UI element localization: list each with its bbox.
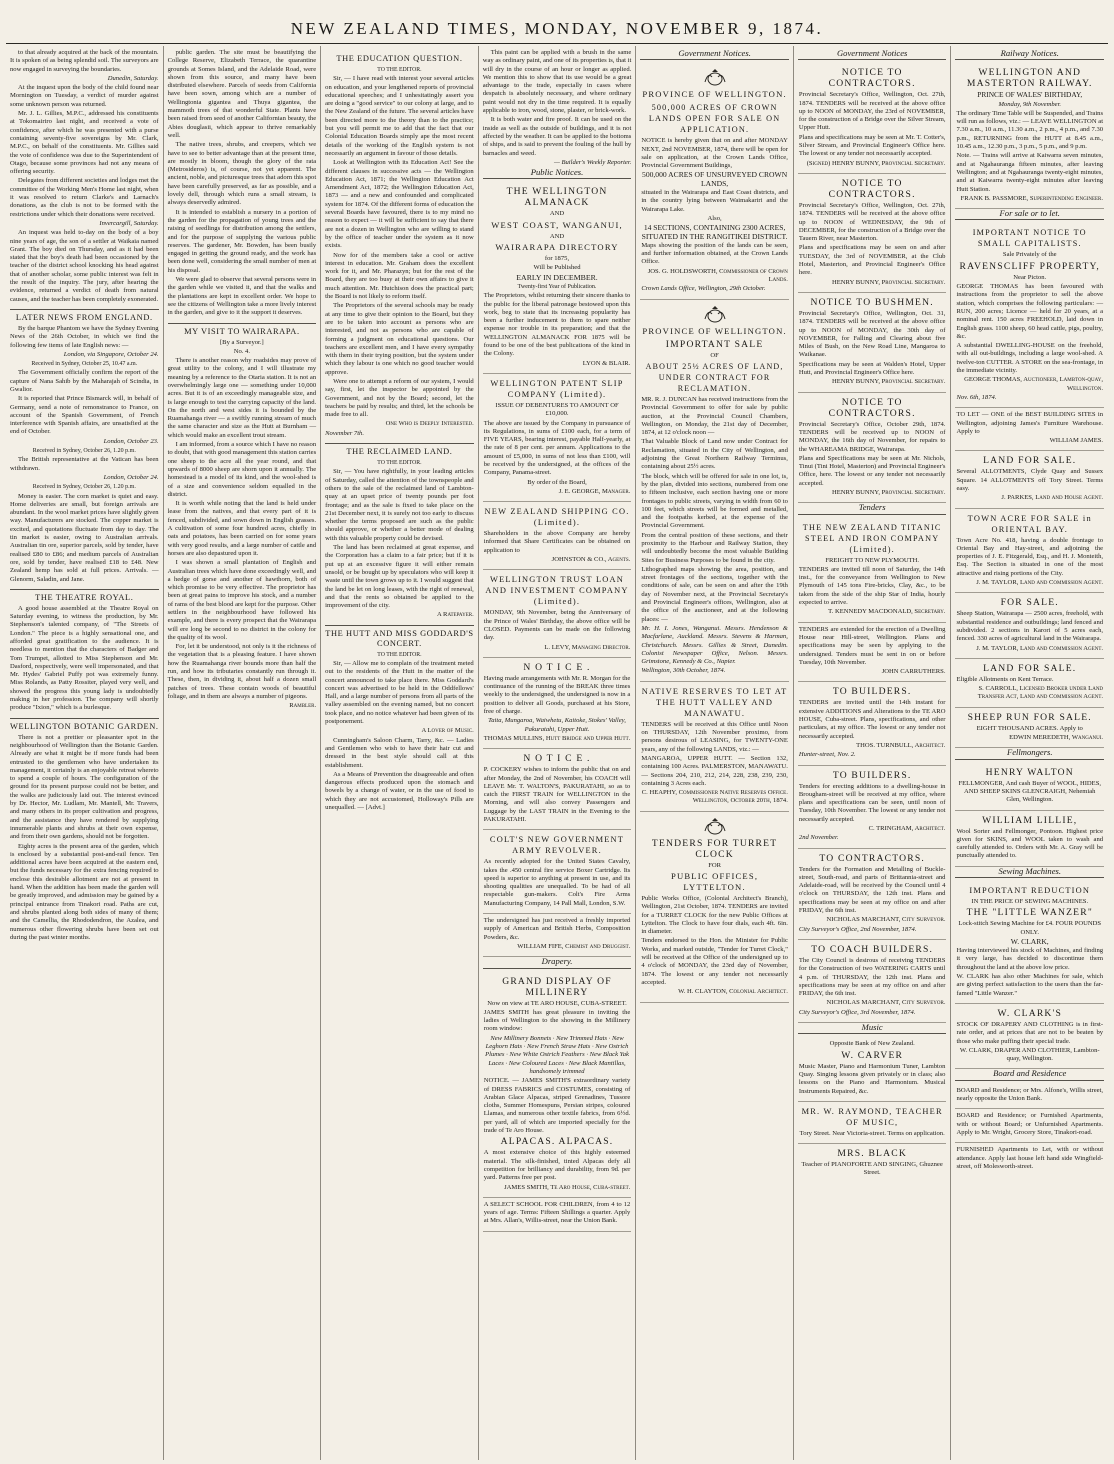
signature: T. KENNEDY MACDONALD, Secretary. [828,608,946,616]
ad-text: Note. — Trains will arrive at Kaiwarra seven minutes, and at Ngahauranga fifteen minutes, after leaving Wellington; and at Ngahauranga twenty-eight minutes, and at Kaiwarra twenty-eight minutes after leaving Hutt Station. [956,152,1104,193]
ad-text: Mr. H. I. Jones, Wanganui. Messrs. Hendenson & Macfarlane, Auckland. Messrs. Stevens & Harman, Christchurch. Messrs. Gillies & Street, Dunedin. Colonist Newspaper Office, Nelson. Messrs. Grimstone, Kennedy & Co., Napier. [641,624,788,666]
article-paragraph: Cunningham's Saloon Charm, Tarry, &c. — Ladies and Gentlemen who wish to have their hair cut and dressed in the best style should call at this establishment. [325,736,474,769]
ad-text: MR. R. J. DUNCAN has received instructions from the Provincial Government to offer for sale by public auction, at the Provincial Council Chambers, Wellington, on Monday, the 21st day of December, 1874, at 12 o'clock noon — [641,395,788,437]
source-credit: — Builder's Weekly Reporter. [553,158,632,166]
letter-paragraph: The land has been reclaimed at great expense, and the Corporation has a claim to a fair price; but if it is put up at an excessive figure it will either remain unsold, or be bought up by speculators who will keep it waste until the town grows up to it. I would suggest that the land be let on long leases, with the right of renewal, and that the rents so obtained be applied to the improvement of the city. [325,544,474,610]
article-paragraph: By the barque Phantom we have the Sydney Evening News of the 26th October, in which we find the following few items of late English news: — [10,324,159,349]
signature: S. CARROLL, Licensed Broker under Land Transfer Act, Land and Commission Agent. [977,685,1104,701]
advert-patent-slip [483,374,632,502]
advert-little-wanzer [955,881,1104,1004]
section-heading-tenders: Tenders [798,503,947,514]
ad-text: 500,000 ACRES OF UNSURVEYED CROWN LANDS, [642,170,788,188]
signature: JOHNSTON & CO., Agents. [551,556,631,564]
ad-title: W. CLARK'S [997,1007,1063,1019]
to-the-editor: TO THE EDITOR. [377,67,422,73]
article-paragraph: I was shown a small plantation of English and Australian trees which have done exceedingly well, and a hedge of gorse and another of hawthorn, both of which promise to be very effective. The proprietor has been at great pains to improve his stock, and a number of rams of the best blood are kept for the purpose. Other settlers in the neighbourhood have followed his example, and there is every prospect that the Wairarapa will ere long be second to no district in the colony for the quality of its wool. [167,559,317,641]
section-heading-railway-notices: Railway Notices. [955,49,1104,60]
signature: HENRY BUNNY, Provincial Secretary. [831,378,946,386]
to-the-editor: TO THE EDITOR. [377,460,422,467]
ad-text: Having made arrangements with Mr. R. Morgan for the continuance of the running of the BREAK three times weekly to the undersigned, the undersigned is now in a position to deliver all Goods, purchased at his Store, free of charge. [483,674,631,716]
letter-paragraph: The Proprietors of the several schools may be ready at any time to give their opinion to the Board, but they are to be taken into account as persons who are interested, and not as persons who are capable of forming a judgment on educational questions. Our teachers are excellent men, and I have every sympathy with them in their trying position, but the system under which they labour is one which no good teacher would approve. [325,302,474,376]
dateline: London, October 24. [103,473,159,481]
article-paragraph: It is intended to establish a nursery in a portion of the garden for the propagation of young trees and the raising of seedlings for distribution among the settlers, and for the purpose of supplying the various public reserves. The gardener, Mr. Bowden, has been busily engaged in getting the ground ready, and the work has been done well, considering the small number of men at his disposal. [167,208,317,274]
signature: GEORGE THOMAS, Auctioneer, Lambton-quay, Wellington. [964,376,1104,392]
section-heading-botanic-garden: WELLINGTON BOTANIC GARDEN. [10,718,159,732]
ad-text: Tenders endorsed to the Hon. the Minister for Public Works, and marked outside, "Tender for Turret Clock," will be received at the Office of the undersigned up to 4 o'clock of MONDAY, the 23rd day of November, 1874. The lowest or any tender not necessarily accepted. [641,937,788,986]
ad-text: STOCK OF DRAPERY AND CLOTHING is in first-rate order, and at prices that are not to be beaten by those who make puffing their special trade. [956,1020,1104,1045]
letter-paragraph: Were one to attempt a reform of our system, I would say, first, let the inspector be appointed by the Government, and not by the Board; second, let the teachers be paid by results; and third, let the schools be made free to all. [325,377,474,419]
ad-title: NOTICE TO BUSHMEN. [810,296,934,308]
article-paragraph: There is another reason why roadsides may prove of great utility to the colony, and I will illustrate my meaning by a reference to the Otaria station. It is not an overwhelmingly large one — something under 10,000 acres. But it is of an exceedingly manageable size, and is large enough to test the carrying capacity of the land. On the north and west sides it is bounded by the Ruamahanga river — a swiftly running stream of much the same character and size as the Hutt at Burnham — which would make an excellent trout stream. [167,357,317,439]
advert-trust-loan [483,570,632,657]
signature: One Who is Deeply Interested. [385,420,474,428]
royal-crest-icon [700,68,730,88]
ad-text: City Surveyor's Office, 2nd November, 1874. [798,925,917,933]
letter-paragraph: Sir, — Allow me to complain of the treatment meted out to the residents of the Hutt in the matter of the concert announced to take place there. Miss Goddard's concert was advertised to be held in the Oddfellows' Hall, and a large number of persons from all parts of the valley assembled on the evening named, but no concert took place, and no notice whatever had been given of its postponement. [325,660,474,726]
ad-title: NATIVE RESERVES TO LET AT THE HUTT VALLEY AND MANAWATU. [641,686,788,718]
ad-title: TENDERS FOR TURRET CLOCK [651,837,778,860]
ad-text: JAMES SMITH has great pleasure in inviting the ladies of Wellington to the showing in the Millinery room window: [483,1008,631,1033]
article-paragraph: For, let it be understood, not only is it the richness of the vegetation that is a pleasing feature. I have shown how the Ruamahanga river bounds more than half the run, and how its tributaries constantly run through it. These, then, in dividing it, about half a dozen small patches of trees. These contain woods of beautiful foliage, and in them are always a number of pigeons. [167,643,317,700]
ad-title: PROVINCE OF WELLINGTON. [642,89,787,100]
received-line: Received in Sydney, October 25, 10.47 a.m. [31,361,138,368]
article-paragraph: to that already acquired at the back of the mountain. It is spoken of as being splendid soil. The surveyors are now engaged in surveying the boundaries. [10,49,159,73]
ad-text: Maps showing the position of the lands can be seen, and further information obtained, at the Crown Lands Office. [641,241,788,266]
ad-text: Plans and specifications may be seen at Mr. T. Cotter's, Silver Stream, and Provincial Engineer's Office here. The lowest or any tender not necessarily accepted. [798,133,946,158]
ad-title: TO BUILDERS. [832,686,912,698]
ad-title: IMPORTANT NOTICE TO SMALL CAPITALISTS. [972,228,1087,249]
ad-text: Will be Published [533,264,581,272]
ad-title: NOTICE TO CONTRACTORS. [828,67,916,90]
ad-text: A most extensive choice of this highly esteemed material. The silk-finished, tinted Alpacas defy all competition for brilliancy and durability, from 9d. per yard. Patterns free per post. [483,1149,631,1182]
ad-text: Plans and specifications may be seen on and after TUESDAY, the 3rd of NOVEMBER, at the Club Hotel, Masterton, and Provincial Engineer's Office here. [798,244,946,277]
ad-text: Tory Street. Near Victoria-street. Terms on application. [799,1129,945,1137]
signature: C. TRINGHAM, Architect. [868,825,946,832]
ad-title: 500,000 ACRES OF CROWN LANDS OPEN FOR SALE ON APPLICATION. [648,103,781,135]
ad-text: NOTICE is hereby given that on and after MONDAY NEXT, 2nd NOVEMBER, 1874, there will be open for sale on application, at the Crown Lands Office, Provincial Government Buildings, [641,137,788,170]
section-heading-later-news: LATER NEWS FROM ENGLAND. [10,309,159,323]
ad-text: Now on view at TE ARO HOUSE, CUBA-STREET. [487,999,627,1007]
advert-black-music [798,1144,947,1183]
letter-date: November 7th. [325,429,364,437]
ad-text: NOTICE. — JAMES SMITH'S extraordinary variety of DRESS FABRICS and COSTUMES, consisting of Arabian Glace Alpacas, striped Grenadines, Tussore cloths, Summer Homespuns, Persian stripes, coloured Llamas, and numerous other textile fabrics, from 6½d. per yard, all of which are imported specially for the trade of Te Aro House. [483,1077,631,1135]
ad-text: BOARD and Residence; or Furnished Apartments, with or without Board; or Unfurnished Apartments. Apply to Mr. Wright, Grocery Store, Tinakori-road. [956,1112,1104,1136]
ad-text: situated in the Wairarapa and East Coast districts, and in the country lying between Waimakariri and the Wairarapa Lake. [641,189,788,213]
ad-text: FELLMONGER, And cash Buyer of WOOL, HIDES, AND SHEEP SKINS GLENCRAIGH, Nehemiah Glen, Wellington. [958,779,1102,804]
ad-text: Provincial Secretary's Office, Wellington, Oct. 27th, 1874. TENDERS will be received at the above office up to NOON of MONDAY, the 23rd of NOVEMBER, for the construction of a Bridge over the Silver Stream, Upper Hutt. [798,91,946,132]
letter-paragraph: Sir, — You have rightfully, in your leading articles of Saturday, called the attention of the townspeople and others to the sale of the reclaimed land of Lambton-quay at an upset price of twenty pounds per foot frontage; and as the sale is fixed to take place on the 21st December next, it is surely not too early to discuss whether the terms proposed are such as the public should approve, or whether a better mode of dealing with this valuable property could be devised. [325,468,474,542]
ad-text: TENDERS are invited till noon of Saturday, the 14th inst., for the conveyance from Wellington to New Plymouth of 145 tons Fire-bricks, Clay, &c., to be taken from the side of the ship Star of India, hourly expected to arrive. [798,565,946,607]
ad-text: IN THE PRICE OF SEWING MACHINES. [971,898,1089,905]
signature: HENRY BUNNY, Provincial Secretary. [831,278,946,286]
signature: C. HEAPHY, Commissioner Native Reserves Office. Wellington, October 20th, 1874. [641,789,788,805]
signature: JOHN CARRUTHERS. [881,668,946,676]
ad-text: Twenty-first Year of Publication. [517,283,597,290]
advert-colt-revolver [483,830,632,914]
ad-title: WELLINGTON PATENT SLIP COMPANY (Limited). [490,378,624,399]
ad-text: From the central position of these sections, and their proximity to the Harbour and Railway Station, they will undoubtedly become the most valuable Building Sites for Business Purposes to be found in the city. [641,531,788,564]
ad-text: FURNISHED Apartments to Let, with or without attendance. Apply last house left hand side Wingfield-street, off Molesworth-street. [956,1146,1104,1170]
ad-text: A substantial DWELLING-HOUSE on the freehold, with all out-buildings, including a large wool-shed. A twelve-ton CUTTER. A STORE on the sea-frontage, in the immediate vicinity. [956,342,1104,375]
ad-title: WELLINGTON AND MASTERTON RAILWAY. [966,67,1093,90]
ad-text: Wool Sorter and Fellmonger, Pontoon. Highest price given for SKINS, and WOOL taken to wash and carefully attended to. Orders with Mr. A. Gray will be punctually attended to. [956,827,1104,860]
ad-text: Also, [707,214,722,222]
ad-text: OF [710,351,719,359]
ad-text: Music Master, Piano and Harmonium Tuner, Lambton Quay. Singing lessons given privately or in class; also lessons on the Piano and Harmonium. Musical Instruments Repaired, &c. [798,1062,946,1095]
signature: J. M. TAYLOR, Land and Commission Agent. [976,644,1104,652]
ad-text: Provincial Secretary's Office, Wellington, Oct. 27th, 1874. TENDERS will be received at the above office up to NOON of WEDNESDAY, the 9th of DECEMBER, for the construction of a Bridge over the Tauern River, near Masterton. [798,201,946,243]
signature: WILLIAM FIFE, Chemist and Druggist. [517,942,631,950]
ad-title: NOTICE TO CONTRACTORS. [828,177,916,200]
ad-title: PROVINCE OF WELLINGTON. [642,325,787,336]
ad-text: As recently adopted for the United States Cavalry, takes the .450 central fire service Boxer Cartridge. Its speed is superior to anything at present in use, and its shooting qualities are unequalled. To be had of all respectable gun-makers. Colt's Fire Arms Manufacturing Company, 14 Pall Mall, London, S.W. [483,858,631,907]
advert-turret-clock [640,812,789,1003]
columns [6,46,1108,1460]
ad-text: A SELECT SCHOOL FOR CHILDREN, from 4 to 12 years of age. Terms: Fifteen Shillings a quarter. Apply at Mrs. Allan's, Willis-street, near the Union Bank. [483,1200,631,1225]
ad-title: WELLINGTON TRUST LOAN AND INVESTMENT COMPANY (Limited). [485,575,629,607]
ad-title: ABOUT 25½ ACRES OF LAND, UNDER CONTRACT FOR RECLAMATION. [645,361,784,393]
advert-carver-music [798,1037,947,1101]
advert-contractors-silver-stream [798,63,947,174]
ad-text: TO LET — ONE of the BEST BUILDING SITES in Wellington, adjoining James's Furniture Warehouse. Apply to [956,411,1104,435]
advert-almanack [483,182,632,373]
advert-to-let [955,408,1104,451]
advert-railway [955,63,1104,209]
ad-text: Taita, Mungaroa, Waiwhetu, Kaitoke, Stokes' Valley, Pakuratahi, Upper Hutt. [488,717,626,733]
masthead: NEW ZEALAND TIMES, MONDAY, NOVEMBER 9, 1874. [6,0,1108,44]
ad-title: COLT'S NEW GOVERNMENT ARMY REVOLVER. [489,835,625,856]
ad-text: TENDERS will be received at this Office until Noon on THURSDAY, 12th November proximo, from persons desirous of LEASING, for TWENTY-ONE years, any of the following LANDS, viz.: — [641,720,788,753]
ad-text: EIGHT THOUSAND ACRES. Apply to [976,724,1083,732]
dateline: Invercargill, Saturday. [99,219,159,227]
ad-title: THE WELLINGTON ALMANACK [506,186,608,209]
section-heading-education: THE EDUCATION QUESTION. [336,54,463,63]
ad-title: TO BUILDERS. [832,769,912,781]
advert-bushmen [798,293,947,393]
article-paragraph: The native trees, shrubs, and creepers, which we have to see to better advantage than at the present time, are mostly in bloom, though the glory of the rata (Metrosideros) is, of course, not yet apparent. The ancient, noble, and picturesque trees that adorn this spot have been carefully preserved, as far as possible, and a lovely dell, through which runs a small stream, is always deservedly admired. [167,141,317,207]
to-the-editor: TO THE EDITOR. [377,651,422,658]
ad-text: TENDERS are invited until the 14th instant for extensive ADDITIONS and Alterations to the TE ARO HOUSE, Cuba-street. Plans, specifications, and other particulars, at my office. The lowest or any tender not necessarily accepted. [798,699,946,740]
ad-text: Crown Lands Office, Wellington, 29th October. [641,285,766,293]
signature: JAMES SMITH, Te Aro House, Cuba-street. [504,1183,631,1191]
advert-fife-chemist [483,914,632,957]
ad-title: WILLIAM LILLIE, [982,814,1078,826]
ad-text: Nov. 6th, 1874. [956,393,997,401]
ad-text: W. CLARK, DRAPER AND CLOTHIER, Lambton-quay, Wellington. [959,1046,1100,1063]
ad-text: The undersigned has just received a freshly imported supply of American and British Herbs, Composition Powders, &c. [483,917,631,941]
ad-text: ISSUE OF DEBENTURES TO AMOUNT OF £10,000. [495,401,619,418]
ad-text: Tenders for erecting additions to a dwelling-house in Brougham-street will be received at my office, where plans and specifications can be seen, until noon of Tuesday, 10th November. The lowest or any tender not necessarily accepted. [798,782,946,823]
dateline: Dunedin, Saturday. [107,74,159,82]
advert-crown-lands [640,63,789,299]
ad-text: Opposite Bank of New Zealand. [829,1040,915,1048]
section-heading-for-sale: For sale or to let. [955,209,1104,220]
article-paragraph: Mr. J. L. Gillies, M.P.C., addressed his constituents at Tokomairiro last night, and received a vote of confidence, after which he was presented with a purse containing seventy-five sovereigns by Mr. Clark, M.P.C., on behalf of the constituents. Mr. Gillies said the vote of confidence was due to the Superintendent of Otago, because some provinces had not any means of offering security. [10,110,159,176]
article-paragraph: Delegates from different societies and lodges met the committee of the Working Men's Home last night, when it was resolved to return Clarke's and Larnach's donations, as the club is not to be formed with the restrictions under which their donations were received. [10,177,159,218]
royal-crest-icon [700,817,730,837]
advert-walton-fellmonger [955,763,1104,811]
ad-text: The above are issued by the Company in pursuance of its Regulations, in sums of £100 each, for a term of FIVE YEARS, bearing interest, payable Half-yearly, at the rate of 8 per cent. per annum. Applications to the amount of £5,000, in sums of not less than £100, will be received by the undersigned, at the offices of the Company, Panama-street. [483,419,631,477]
section-heading-government-notices: Government Notices. [640,49,789,60]
received-line: Received in Sydney, October 26, 1.20 p.m. [32,484,136,491]
ad-title: LAND FOR SALE. [983,455,1077,467]
section-heading-sewing-machines: Sewing Machines. [955,867,1104,878]
dateline: London, via Singapore, October 24. [63,350,159,358]
ad-text: Town Acre No. 418, having a double frontage to Oriental Bay and Hay-street, and adjoining the properties of J. E. Fitzgerald, Esq., and H. J. Monteith, Esq. The Section is situated in one of the most attractive and rising portions of the City. [956,536,1104,577]
signature: EDWIN MEREDETH, Wanganui. [1009,734,1104,742]
signature: NICHOLAS MARCHANT, City Surveyor. [826,916,946,924]
ad-text: Plans and Specifications may be seen at Mr. Nichols, Tinui (Tini Hotel, Masterton) and Provincial Engineer's Office, here. The lowest or any tender not necessarily accepted. [798,454,946,487]
ad-text: FREIGHT TO NEW PLYMOUTH. [825,556,920,564]
ad-text: Public Works Office, (Colonial Architect's Branch), Wellington, 21st October, 1874. TENDERS are invited for a TURRET CLOCK for the new Public Offices at Lyttelton. The Clock to have four dials, each 4ft. 6in. in diameter. [641,895,788,936]
ad-title: IMPORTANT REDUCTION [969,886,1091,895]
article-paragraph: An inquest was held to-day on the body of a boy nine years of age, the son of a settler at Waikaia named Grant. The boy died on Thursday, and as it had been stated that the boy's death had been occasioned by the teacher of the district school knocking his head against that of another scholar, some public interest was felt in the result of the inquiry. The jury, after hearing the evidence, returned a verdict of death from natural causes, and the teacher has been completely exonerated. [10,229,159,303]
ad-text: Hunter-street, Nov. 2. [798,751,856,759]
letter-paragraph: Look at Wellington with its Education Act! See the different clauses in successive acts — the Wellington Education Act, 1871; the Wellington Education Act Amendment Act, 1872; the Wellington Education Act, 1873 — and a new and confounded and complicated system for 1874. Of the different forms of education the several Boards have favoured, there is to my mind no reason to expect — it will be sufficient to say that there are not a dozen in Wellington who are willing to stand by the office of teacher under the system as it now exists. [325,159,474,250]
advert-dwelling-house [798,623,947,683]
advert-ravenscliff [955,223,1104,408]
ad-text: Tenders for the Formation and Metalling of Buckle-street, South-road, and parts of Brittannia-street and Adelaide-road, will be received by the Council until 4 o'clock on THURSDAY, the 12th inst. Plans and specifications may be seen at my office on and after FRIDAY, the 6th inst. [798,865,946,915]
ad-title: FOR SALE. [1000,597,1059,609]
ad-text: W. CLARK, [1010,936,1049,946]
signature: A Lover of Music. [421,727,474,735]
ad-text: TENDERS are extended for the erection of a Dwelling House near Hill-street, Wellington. Plans and specifications may be seen by applying to the undersigned. Tenders must be sent in on or before Tuesday, 10th November. [798,625,946,666]
signature: FRANK B. PASSMORE, Superintending Engineer. [960,194,1104,202]
ad-text: The ordinary Time Table will be Suspended, and Trains will run as follows, viz.: — LEAVE WELLINGTON at 7.30 a.m., 10 a.m., 11.30 a.m., 2 p.m., 4 p.m., and 7.30 p.m., RETURNING from the HUTT at 8.45 a.m., 10.45 a.m., 12.30 p.m., 3 p.m., 5 p.m., and 9 p.m. [956,109,1104,151]
ad-title: WAIRARAPA DIRECTORY [495,242,619,253]
letter-paragraph: Sir, — I have read with interest your several articles on education, and your lengthened reports of provincial educational speeches; and I unhesitatingly assert you are doing a "good service" to our colony at large, and to the New Zealand of the future. The several articles have been directed more to the theory than to the practice; but you will permit me to add that the fact that our Colonial Education Boards simply ape the most recent details of the working of the English system is not necessarily an argument in favour of those details. [325,75,474,157]
section-heading-board-residence: Board and Residence [955,1069,1104,1080]
section-heading-music: Music [798,1023,947,1034]
ad-title: W. CARVER [841,1049,904,1061]
ad-title: N O T I C E . [523,661,591,673]
advert-board-2 [955,1109,1104,1143]
advert-clark-drapery [955,1004,1104,1069]
ad-title: IMPORTANT SALE [665,338,764,350]
ad-title: MRS. BLACK [837,1148,907,1160]
column-2 [164,46,322,1460]
article-paragraph: public garden. The site must be beautifying the College Reserve, Elizabeth Terrace, the quarantine grounds at Somes Island, and the Adelaide Road, were shown from this source, and many have been distributed elsewhere. Parcels of seeds from California have been sown, among which are a number of Wellingtonia gigantea and Thuya gigantea, the mammoth trees of that wonderful State. Plants have been raised from seed of another Californian beauty, the Abies douglasii, which appear to thrive remarkably well. [167,49,317,139]
section-heading-fellmongers: Fellmongers. [955,748,1104,759]
article-paragraph: It is both water and fire proof. It can be used on the inside as well as the outside of buildings, and it is not affected by the weather. It can be applied to the bottoms of ships, and is said to prevent the fouling of the hull by barnacles and weed. [482,116,632,157]
ad-title: LAND FOR SALE. [983,662,1077,674]
ad-text: Monday, 9th November. [998,100,1062,108]
signature: J. E. GEORGE, Manager. [558,487,631,495]
advert-shipping-co [483,502,632,570]
column-4 [479,46,637,1460]
advert-for-sale-taylor [955,593,1104,658]
column-3 [321,46,479,1460]
ad-text: 14 SECTIONS, CONTAINING 2300 ACRES, SITUATED IN THE RANGITIKEI DISTRICT. [641,223,788,241]
signature: THOS. TURNBULL, Architect. [856,741,946,749]
ad-text: Eligible Allotments on Kent Terrace. [956,675,1054,683]
advert-millinery [483,972,632,1198]
advert-contractors-whareama [798,393,947,504]
ad-text: The block, which will be offered for sale in one lot, is, by the plan, divided into sections, numbered from one to fifteen inclusive, each section having one or more frontages to public streets, varying in width from 60 to 100 feet, which streets will be formed and metalled, and the footpaths kerbed, at the expense of the Provincial Government. [641,472,788,530]
ad-text: Provincial Secretary's Office, Wellington, Oct. 31, 1874. TENDERS will be received at the above office up to NOON of MONDAY, the 30th day of NOVEMBER, for Falling and Clearing about five Miles of Bush, on the New Road Line, Mangaroa to Waikanae. [798,309,946,359]
advert-builders-te-aro [798,682,947,765]
ad-text: Near Picton. [1013,273,1047,281]
ad-title: RAVENSCLIFF PROPERTY, [959,260,1100,272]
received-line: Received in Sydney, October 26, 1.20 p.m. [32,448,136,455]
section-heading-wairarapa: MY VISIT TO WAIRARAPA. [168,323,317,337]
ad-text: Several ALLOTMENTS, Clyde Quay and Sussex Square. 14 ALLOTMENTS off Tory Street. Terms easy. [956,468,1104,492]
advert-board-3 [955,1143,1104,1176]
ad-title: MR. W. RAYMOND, TEACHER OF MUSIC, [801,1106,943,1127]
advert-coach-builders [798,940,947,1023]
section-heading-drapery: Drapery. [483,957,632,968]
letter-paragraph: Now for of the members take a cool or active interest in education. Mr. Graham does the excellent work for it, and Mr. Pharazyn; but for the rest of the Board, they are too busy at their own affairs to give it much attention. Mr. Hutchison does the practical part; the Board is not likely to reform itself. [325,251,474,301]
advert-contractors-buckle-street [798,849,947,940]
ad-text: AND [549,210,565,218]
royal-crest-icon [700,305,730,325]
ad-title: ALPACAS. ALPACAS. [500,1136,614,1148]
ad-title: GRAND DISPLAY OF MILLINERY [502,975,612,998]
ad-title: PUBLIC OFFICES, LYTTELTON. [670,871,759,892]
advert-notice-cockery [483,749,632,830]
article-paragraph: As a Means of Prevention the disagreeable and often dangerous effects produced upon the stomach and bowels by a change of water, or in the use of food to which they are not accustomed, Holloway's Pills are unequalled. — [Advt.] [325,770,474,812]
advert-lillie-fellmonger [955,811,1104,867]
signature: NICHOLAS MARCHANT, City Surveyor. [826,999,946,1007]
article-paragraph: I am informed, from a source which I have no reason to doubt, that with good management this station carries one sheep to the acre all the year round, and that upwards of 8000 sheep are shorn upon it annually. The homestead is a model of its kind, and the wool-shed is of a size and convenience seldom equalled in the district. [167,441,317,498]
advert-sheep-run [955,708,1104,749]
article-paragraph: There is not a prettier or pleasanter spot in the neighbourhood of Wellington than the Botanic Garden. Already are what it might be if more funds had been entrusted to the gentlemen who have undertaken its management, it certainly is an enjoyable retreat whereto to spend a couple of hours. The configuration of the ground for its present purpose could not be better, and the walks are judiciously laid out. The interest evinced by Dr. Hector, Mr. Ludlam, Mr. Mantell, Mr. Travers, and many others in its proper cultivation and progress, and the assistance they have rendered by supplying innumerable plants and shrubs at their own expense, and from their own gardens, should not be forgotten. [10,733,159,841]
signature: JOS. G. HOLDSWORTH, Commissioner of Crown Lands. [647,267,788,284]
ad-text: Lithographed maps showing the area, position, and street frontages of the sections, together with the conditions of sale, can be seen on and after the 19th day of November next, at the Provincial Secretary's and Provincial Engineer's offices, Wellington, also at the office of the auctioneer, and at the following places: — [641,565,788,623]
signature: HENRY BUNNY, Provincial Secretary. [831,488,946,496]
column-7 [951,46,1108,1460]
ad-title: NOTICE TO CONTRACTORS. [828,396,916,419]
ad-text: GEORGE THOMAS has been favoured with instructions from the proprietor to sell the above station, which comprises the following particulars: — RUN, 200 acres; Licence — held for 20 years, at a nominal rent. 150 acres FREEHOLD, laid down in English grass. 1100 sheep, 60 head cattle, pigs, poultry, &c. [956,283,1104,340]
signature: L. LEVY, Managing Director. [544,643,631,651]
ad-text: Sheep Station, Wairarapa — 2500 acres, freehold, with substantial residence and outbuildings; land fenced and subdivided. 2 sections in Karori of 5 acres each, fenced. 330 acres of agricultural land in the Wairarapa. [956,610,1104,643]
ad-title: TO CONTRACTORS. [819,852,925,864]
ad-text: for 1875, [544,255,570,263]
advert-native-reserves [640,682,789,812]
article-paragraph: Eighty acres is the present area of the garden, which is enclosed by a substantial post-and-rail fence. Ten additional acres have been acquired at the eastern end, but the funds necessary for the extra fencing required to enclose this desirable allotment are not at present in hand. When the addition has been made the garden will be greatly improved, and admission may be gained by a principal entrance from Tinakori road. Paths are cut, and shrubs planted along both sides of many of them; and the Camellia, the Rhododendron, the Azalea, and numerous other flowering shrubs have been set out during the past winter months. [10,842,159,941]
ad-text: AND [549,232,565,240]
ad-title: SHEEP RUN FOR SALE. [967,711,1092,723]
signature: J. M. TAYLOR, Land and Commission Agent. [976,579,1104,587]
advert-notice-mullins [483,658,632,749]
ad-text: Having interviewed his stock of Machines, and finding it very large, has decided to discontinue them throughout the land at the above low price. [956,947,1104,971]
signature: J. PARKES, Land and House Agent. [1001,494,1104,502]
column-1 [6,46,164,1460]
article-paragraph: A good house assembled at the Theatre Royal on Saturday evening, to witness the production, by Mr. Stephenson's talented company, of "The Streets of London." The piece is a highly sensational one, and afforded great gratification to the audience. It is needless to mention that the characters of Badger and Tom Trumpet, allotted to Miss Stephenson and Mr. Dasford, respectively, were well impersonated, and that Mr. Hydes' Gabriel Puffy pot was extremely funny. Miss Rolands, as Patty Rossiter, played very well, and showed the progress this young lady is undoubtedly making in her profession. The company will shortly produce "Ixion," which is a burlesque. [10,604,159,712]
ad-title: NEW ZEALAND SHIPPING CO. (Limited). [484,507,630,528]
ad-text: Wellington, 30th October, 1874. [641,667,726,675]
article-paragraph: Money is easier. The corn market is quiet and easy. Home deliveries are small, but foreign arrivals are abundant. In the wool market prices have slightly given way. Manufacturers are stocked. The copper market is excited, and quotations fluctuate from day to day. The tin market is easier, owing to Australian arrivals. Australian tin ore, superior parcels, sold by tender, have realised £80 to £86; and medium parcels of Australian ore, sold by tender, have realised £18 to £48. New Zealand hemp has sold at full prices. Arrivals. — Glenorm, Saladin, and Jane. [10,492,159,583]
article-paragraph: It is worth while noting that the land is held under lease from the natives, and that every part of it is fenced, subdivided, and sown down in English grasses. A cultivation of some four hundred acres, chiefly in oats and potatoes, has been carried on for some years with very good results, and a large number of cattle and horses are also depastured upon it. [167,500,317,557]
ad-text: Shareholders in the above Company are hereby informed that Share Certificates can be obtained on application to [483,530,631,554]
section-heading-theatre-royal: THE THEATRE ROYAL. [10,589,159,603]
ad-text: FOR [708,861,722,869]
ad-text: That Valuable Block of Land now under Contract for Reclamation, situated in the City of Wellington, and adjoining the Great Northern Railway Terminus, containing about 25½ acres. [641,438,788,471]
ad-title: THE NEW ZEALAND TITANIC STEEL AND IRON COMPANY (Limited). [802,522,942,554]
ad-title: WEST COAST, WANGANUI, [491,219,623,230]
advert-oriental-bay [955,509,1104,594]
signature: (Signed) HENRY BUNNY, Provincial Secretary. [806,159,946,167]
ad-title: HENRY WALTON [985,766,1074,778]
advert-board-1 [955,1084,1104,1110]
advert-reclamation-sale [640,300,789,682]
ad-text: 2nd November. [798,834,839,842]
advert-raymond-music [798,1102,947,1144]
ad-text: Teacher of PIANOFORTE AND SINGING, Ghuznee Street. [801,1161,943,1177]
ad-text: P. COCKERY wishes to inform the public that on and after Monday, the 2nd of November, his COACH will LEAVE Mr. T. WALTON'S, PAKURATAHI, so as to catch the FIRST TRAIN for WELLINGTON in the Morning, and will also convey Passengers and Luggage by the LAST TRAIN in the Evening to the PAKURATAHI. [483,766,631,823]
signature: Rambler. [289,702,317,710]
advert-select-school [483,1198,632,1232]
ad-title: TOWN ACRE FOR SALE in ORIENTAL BAY. [967,513,1092,534]
article-paragraph: The British representative at the Vatican has been withdrawn. [10,456,159,472]
ad-text: MANGAROA, UPPER HUTT. — Section 132, containing 100 Acres. PALMERSTON, MANAWATU. — Sections 204, 210, 212, 214, 228, 238, 239, 230, containing 3 Acres each. [641,754,788,787]
ad-text: EARLY IN DECEMBER. [516,272,598,282]
byline: [By a Surveyor.] [219,338,264,346]
ad-text: New Millinery Bonnets · New Trimmed Hats · New Leghorn Hats · New French Straw Hats · New Ostrich Plumes · New White Ostrich Feathers · New Black Yak Laces · New Coloured Laces · New Black Mantillas, handsomely trimmed [485,1034,629,1075]
advert-builders-brougham [798,766,947,849]
ad-text: W. CLARK has also other Machines for sale, which are giving perfect satisfaction to the users than the far-famed "Little Wanzer." [956,973,1104,997]
advert-contractors-masterton [798,174,947,293]
ad-text: Provincial Secretary's Office, October 29th, 1874. TENDERS will be received up to NOON of MONDAY, the 16th day of November, for repairs to the WHAREAMA BRIDGE, Wairarapa. [798,420,946,453]
ad-text: Specifications may be seen at Walden's Hotel, Upper Hutt, and Provincial Engineer's Office here. [798,360,946,377]
section-heading-reclaimed-land: THE RECLAIMED LAND. [325,443,474,457]
article-paragraph: It is reported that Prince Bismarck will, in behalf of Germany, send a note of remonstrance to France, on account of the Spanish Government, of French interference with Spanish affairs, are unsatisfied at the end of October. [10,395,159,436]
signature: A Ratepayer. [437,611,474,619]
article-paragraph: This paint can be applied with a brush in the same way as ordinary paint, and one of its properties is, that it will dry in the course of an hour or longer as applied. We mention this to show that its use would be a great advantage to the trade, especially in cases where despatch is absolutely necessary, and where ordinary paint would not dry in the time required. It is equally applicable to iron, wood, stone, plaster, or brick-work. [482,49,632,115]
article-paragraph: The Government officially confirm the report of the capture of Nana Sahib by the Maharajah of Scindia, in Gwalior. [10,369,159,393]
signature: W. H. CLAYTON, Colonial Architect. [678,988,788,996]
section-heading-public-notices: Public Notices. [483,168,632,179]
article-paragraph: At the inquest upon the body of the child found near Mornington on Tuesday, a verdict of murder against some unknown person was returned. [10,84,159,108]
section-heading-government-notices: Government Notices [798,49,947,60]
advert-titanic-steel [798,518,947,623]
section-heading-hutt-concert: THE HUTT AND MISS GODDARD'S CONCERT. [325,625,474,649]
ad-title: N O T I C E . [523,753,591,765]
dateline: London, October 23. [103,437,159,445]
advert-land-for-sale-parkes [955,451,1104,508]
ad-text: The City Council is desirous of receiving TENDERS for the Construction of two WATERING CARTS until 4 p.m. of THURSDAY, the 12th inst. Plans and specifications may be seen at my office on and after FRIDAY, the 6th inst. [798,956,946,998]
ad-title: THE "LITTLE WANZER" [966,907,1093,919]
ad-text: PRINCE OF WALES' BIRTHDAY, [977,90,1083,100]
article-paragraph: We were glad to observe that several persons were in the garden while we visited it, and that the walks and the plantations are kept in excellent order. We hope to see the citizens of Wellington take a more lively interest in the garden, and give to it the support it deserves. [167,276,317,317]
ad-text: Sale Privately of the [1002,251,1057,259]
article-number: No. 4. [233,347,251,355]
column-5 [636,46,794,1460]
ad-text: Lock-stitch Sewing Machine for £4. FOUR POUNDS ONLY. [958,920,1102,936]
signature: WILLIAM JAMES. [1049,437,1104,445]
advert-land-for-sale-carroll [955,659,1104,708]
column-6 [794,46,952,1460]
ad-text: City Surveyor's Office, 3rd November, 1874. [798,1008,916,1016]
signature: THOMAS MULLINS, Hutt Bridge and Upper Hutt. [483,734,631,742]
ad-text: By order of the Board, [527,478,587,486]
ad-text: MONDAY, 9th November, being the Anniversary of the Prince of Wales' Birthday, the above office will be CLOSED. Payments can be made on the following day. [483,609,631,642]
ad-text: The Proprietors, whilst returning their sincere thanks to the public for the liberal patronage bestowed upon this work, beg to state that its increasing popularity has been a further inducement to them to spare neither expense nor trouble in its preparation; and that the WELLINGTON ALMANACK FOR 1875 will be found to be one of the best publications of the kind in the Colony. [483,292,631,358]
signature: LYON & BLAIR. [582,359,631,367]
ad-title: TO COACH BUILDERS. [811,943,934,955]
ad-text: BOARD and Residence; or Mrs. Alfone's, Willis street, nearly opposite the Union Bank. [956,1086,1104,1103]
